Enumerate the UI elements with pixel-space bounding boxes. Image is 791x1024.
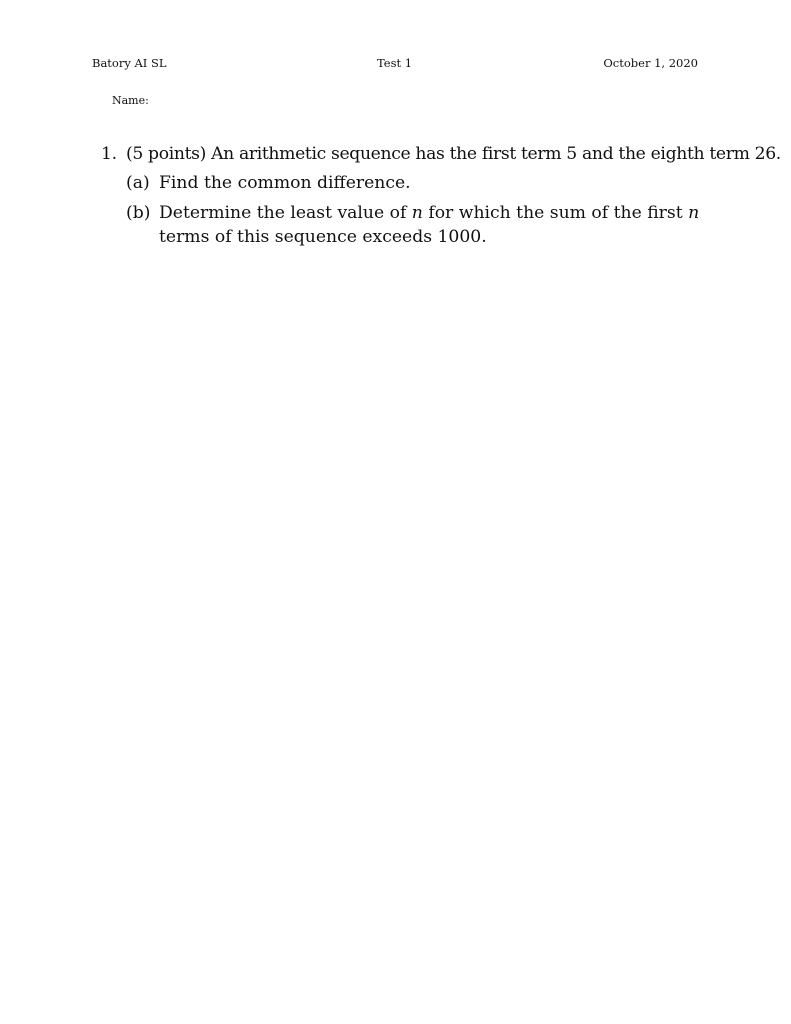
test-date: October 1, 2020 [603,56,698,70]
part-b-text [159,201,719,249]
course-name: Batory AI SL [92,56,167,70]
problem-parts [126,171,741,249]
part-a-label: (a) [126,173,150,193]
problem-stem [101,142,781,166]
problem-number: 1. [101,144,117,164]
part-b-label: (b) [126,203,151,223]
part-b-text-3: terms of this sequence exceeds 1000. [159,227,487,247]
page-header [92,56,698,76]
part-a-text: Find the common difference. [159,173,411,193]
part-b-text-2: for which the sum of the first [422,203,689,223]
part-b-text-1: Determine the least value of [159,203,412,223]
part-b [126,201,741,249]
problem-1 [101,142,781,255]
problem-stem-text: (5 points) An arithmetic sequence has the first term 5 and the eighth term 26. [126,144,781,164]
variable-n: n [688,203,700,223]
variable-n: n [411,203,423,223]
name-label: Name: [112,94,149,107]
test-title: Test 1 [377,56,413,70]
part-a [126,171,741,195]
